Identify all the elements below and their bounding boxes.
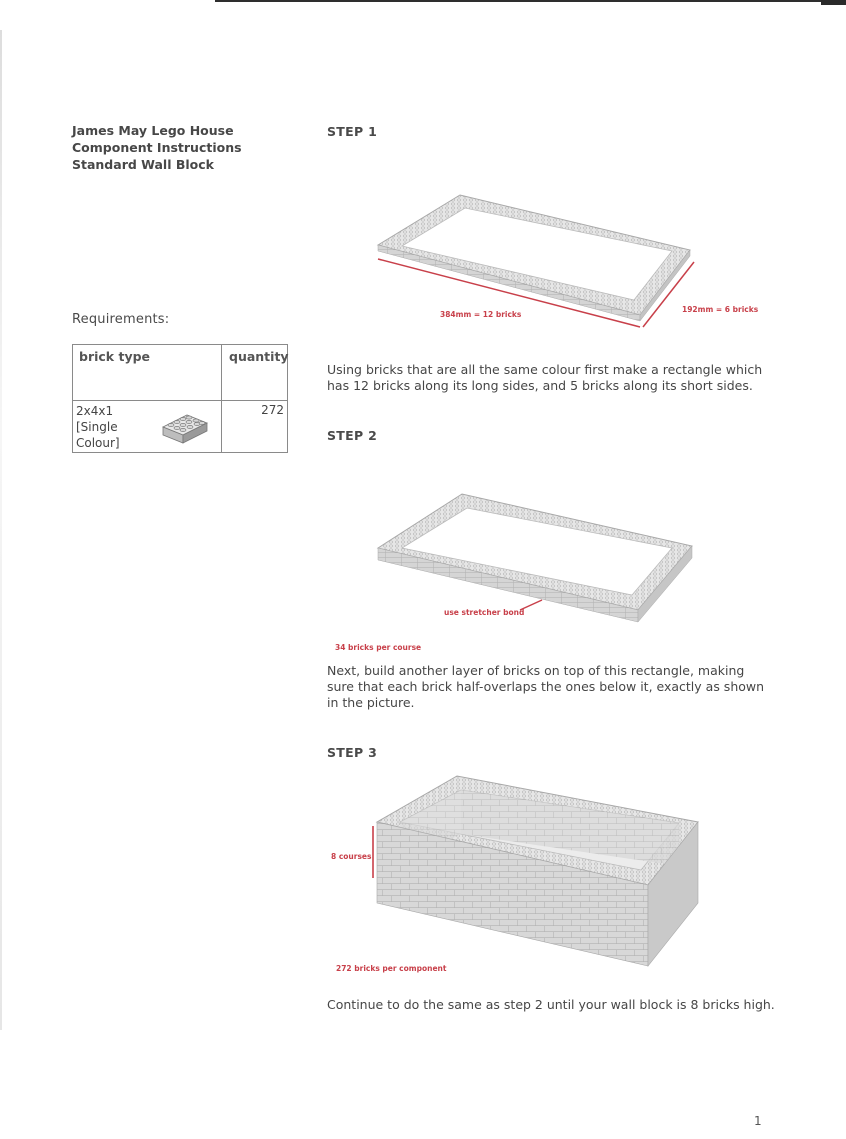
step-2-bond-label: use stretcher bond xyxy=(444,608,525,617)
step-1-text xyxy=(327,362,762,394)
table-header-quantity: quantity xyxy=(229,349,289,364)
step-2-count-label: 34 bricks per course xyxy=(335,643,422,652)
step-2-text-line-3: in the picture. xyxy=(327,695,415,710)
step-1-heading: STEP 1 xyxy=(327,124,378,139)
top-rule-tick xyxy=(821,0,846,5)
step-3-count-label: 272 bricks per component xyxy=(336,964,447,973)
step-2-text-line-2: sure that each brick half-overlaps the ones below it, exactly as shown xyxy=(327,679,765,694)
title-line-1: James May Lego House xyxy=(72,123,234,138)
step-1-text-line-2: has 12 bricks along its long sides, and 5 bricks along its short sides. xyxy=(327,378,753,393)
title-line-2: Component Instructions xyxy=(72,140,242,155)
scan-left-edge xyxy=(0,30,2,1030)
table-header-brick-type: brick type xyxy=(79,349,151,364)
step-2-text xyxy=(327,663,764,711)
step-3-heading: STEP 3 xyxy=(327,745,378,760)
brick-type-line-1: 2x4x1 xyxy=(76,404,114,418)
table-cell-brick-type xyxy=(76,403,120,451)
step-3-height-label: 8 courses xyxy=(331,852,372,861)
document-title xyxy=(72,122,242,173)
requirements-table xyxy=(72,344,288,453)
step-1-figure-brick-rectangle xyxy=(372,190,702,330)
step-3-figure-wall-block xyxy=(365,770,705,970)
step-1-length-label: 384mm = 12 bricks xyxy=(440,310,522,319)
requirements-label: Requirements: xyxy=(72,312,170,327)
top-rule xyxy=(215,0,821,2)
step-3-text-line-1: Continue to do the same as step 2 until your wall block is 8 bricks high. xyxy=(327,997,775,1012)
lego-brick-2x4-icon xyxy=(161,411,209,447)
table-column-divider xyxy=(221,345,222,452)
step-2-figure-second-layer xyxy=(370,488,705,630)
table-cell-quantity: 272 xyxy=(261,403,284,417)
step-3-text xyxy=(327,997,775,1013)
step-2-heading: STEP 2 xyxy=(327,428,378,443)
title-line-3: Standard Wall Block xyxy=(72,157,214,172)
brick-type-line-3: Colour] xyxy=(76,436,120,450)
step-2-text-line-1: Next, build another layer of bricks on top of this rectangle, making xyxy=(327,663,745,678)
page-number: 1 xyxy=(754,1114,762,1128)
step-1-text-line-1: Using bricks that are all the same colour first make a rectangle which xyxy=(327,362,763,377)
table-row-divider xyxy=(73,400,287,401)
step-1-width-label: 192mm = 6 bricks xyxy=(682,305,759,314)
brick-type-line-2: [Single xyxy=(76,420,118,434)
